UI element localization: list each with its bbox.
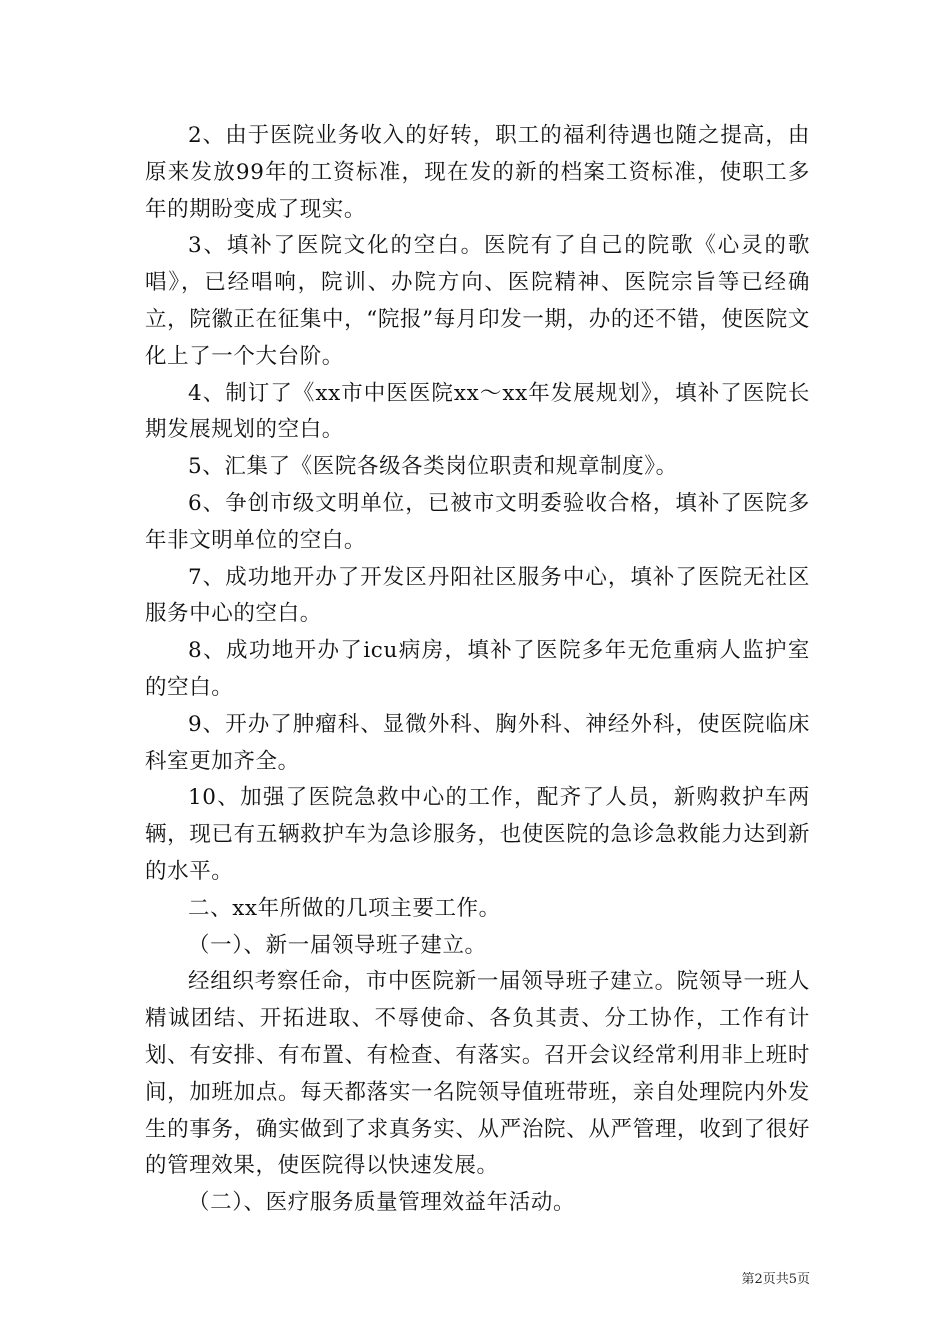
- paragraph-item-2: 2、由于医院业务收入的好转，职工的福利待遇也随之提高，由原来发放99年的工资标准，现在发的新的档案工资标准，使职工多年的期盼变成了现实。: [145, 123, 810, 222]
- paragraph-item-4: 4、制订了《xx市中医医院xx～xx年发展规划》，填补了医院长期发展规划的空白。: [145, 380, 810, 443]
- paragraph-item-5: 5、汇集了《医院各级各类岗位职责和规章制度》。: [188, 454, 678, 480]
- paragraph-item-6: 6、争创市级文明单位，已被市文明委验收合格，填补了医院多年非文明单位的空白。: [145, 490, 810, 553]
- subsection-heading-1: （一）、新一届领导班子建立。: [188, 932, 487, 958]
- paragraph-item-9: 9、开办了肿瘤科、显微外科、胸外科、神经外科，使医院临床科室更加齐全。: [145, 711, 810, 774]
- paragraph-item-10: 10、加强了医院急救中心的工作，配齐了人员，新购救护车两辆，现已有五辆救护车为急诊服务，也使医院的急诊急救能力达到新的水平。: [145, 785, 810, 884]
- paragraph-item-7: 7、成功地开办了开发区丹阳社区服务中心，填补了医院无社区服务中心的空白。: [145, 564, 810, 627]
- document-body: [145, 118, 810, 1222]
- body-paragraph: 经组织考察任命，市中医院新一届领导班子建立。院领导一班人精诚团结、开拓进取、不辱使命、各负其责、分工协作，工作有计划、有安排、有布置、有检查、有落实。召开会议经常利用非上班时间，加班加点。每天都落实一名院领导值班带班，亲自处理院内外发生的事务，确实做到了求真务实、从严治院、从严管理，收到了很好的管理效果，使医院得以快速发展。: [145, 969, 810, 1179]
- section-heading-2: 二、xx年所做的几项主要工作。: [188, 895, 501, 921]
- paragraph-item-8: 8、成功地开办了icu病房，填补了医院多年无危重病人监护室的空白。: [145, 638, 810, 700]
- paragraph-item-3: 3、填补了医院文化的空白。医院有了自己的院歌《心灵的歌唱》，已经唱响，院训、办院方向、医院精神、医院宗旨等已经确立，院徽正在征集中，“院报”每月印发一期，办的还不错，使医院文化上了一个大台阶。: [145, 233, 810, 369]
- page-number-footer: 第2页共5页: [741, 1272, 810, 1287]
- subsection-heading-2: （二）、医疗服务质量管理效益年活动。: [188, 1190, 576, 1216]
